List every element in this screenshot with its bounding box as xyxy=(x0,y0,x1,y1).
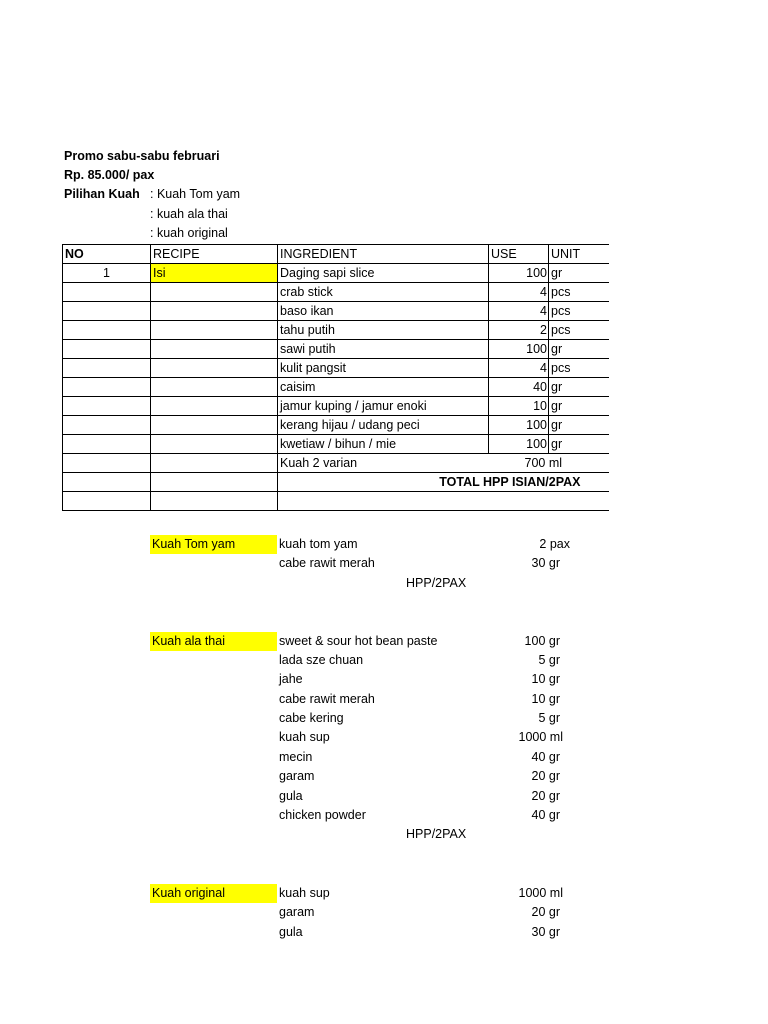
empty-cell xyxy=(63,302,151,321)
table-row xyxy=(63,435,609,454)
list-item: cabe kering xyxy=(279,711,344,725)
list-item: garam xyxy=(279,905,315,919)
table-row xyxy=(63,492,609,511)
ingredient-cell: jamur kuping / jamur enoki xyxy=(278,397,489,416)
empty-cell xyxy=(63,321,151,340)
empty-cell xyxy=(151,321,278,340)
unit-cell: gr xyxy=(549,264,609,283)
table-row xyxy=(63,454,609,473)
use-cell: 40 xyxy=(489,378,549,397)
ingredient-cell: baso ikan xyxy=(278,302,489,321)
list-item: mecin xyxy=(279,750,313,764)
table-row xyxy=(63,416,609,435)
empty-cell xyxy=(151,283,278,302)
list-item-amount: 1000 ml xyxy=(518,886,563,900)
ingredient-cell: kerang hijau / udang peci xyxy=(278,416,489,435)
list-item-amount: 20 gr xyxy=(531,769,560,783)
empty-cell xyxy=(151,473,278,492)
list-item: chicken powder xyxy=(279,808,366,822)
use-cell: 100 xyxy=(489,416,549,435)
empty-cell xyxy=(63,454,151,473)
empty-cell xyxy=(151,397,278,416)
empty-cell xyxy=(278,492,609,511)
list-item-amount: 20 gr xyxy=(531,789,560,803)
use-cell: 100 xyxy=(489,340,549,359)
empty-cell xyxy=(151,416,278,435)
list-item-amount: 40 gr xyxy=(531,808,560,822)
list-item: jahe xyxy=(279,672,303,686)
empty-cell xyxy=(151,492,278,511)
empty-cell xyxy=(151,435,278,454)
list-item-amount: 10 gr xyxy=(531,672,560,686)
ingredient-cell: Kuah 2 varian xyxy=(278,454,489,473)
total-hpp-label: TOTAL HPP ISIAN/2PAX xyxy=(278,473,609,492)
empty-cell xyxy=(151,340,278,359)
use-cell: 700 ml xyxy=(489,454,609,473)
unit-cell: gr xyxy=(549,378,609,397)
empty-cell xyxy=(63,283,151,302)
use-cell: 4 xyxy=(489,359,549,378)
table-row xyxy=(63,283,609,302)
list-item: sweet & sour hot bean paste xyxy=(279,634,438,648)
empty-cell xyxy=(151,454,278,473)
list-item: kuah sup xyxy=(279,730,330,744)
unit-cell: gr xyxy=(549,435,609,454)
list-item-amount: 5 gr xyxy=(538,711,560,725)
unit-cell: pcs xyxy=(549,359,609,378)
ingredient-cell: kulit pangsit xyxy=(278,359,489,378)
unit-cell: pcs xyxy=(549,283,609,302)
list-item-amount: 1000 ml xyxy=(518,730,563,744)
hpp-label: HPP/2PAX xyxy=(406,827,467,841)
list-item: cabe rawit merah xyxy=(279,692,375,706)
kuah-option-1: : Kuah Tom yam xyxy=(150,187,241,201)
col-header-recipe: RECIPE xyxy=(151,245,278,264)
row-recipe: Isi xyxy=(151,264,278,283)
unit-cell: gr xyxy=(549,397,609,416)
table-header-row xyxy=(63,245,609,264)
col-header-ingredient: INGREDIENT xyxy=(278,245,489,264)
list-item-amount: 40 gr xyxy=(531,750,560,764)
unit-cell: gr xyxy=(549,416,609,435)
hpp-label: HPP/2PAX xyxy=(406,576,467,590)
table-row xyxy=(63,359,609,378)
row-no: 1 xyxy=(63,264,151,283)
section-title-original: Kuah original xyxy=(152,886,225,900)
promo-title: Promo sabu-sabu februari xyxy=(64,149,220,163)
col-header-unit: UNIT xyxy=(549,245,609,264)
list-item-amount: 2 pax xyxy=(539,537,570,551)
list-item-amount: 20 gr xyxy=(531,905,560,919)
empty-cell xyxy=(151,302,278,321)
col-header-use: USE xyxy=(489,245,549,264)
use-cell: 100 xyxy=(489,264,549,283)
empty-cell xyxy=(63,340,151,359)
use-cell: 100 xyxy=(489,435,549,454)
list-item: cabe rawit merah xyxy=(279,556,375,570)
ingredient-cell: caisim xyxy=(278,378,489,397)
use-cell: 2 xyxy=(489,321,549,340)
table-row xyxy=(63,378,609,397)
col-header-no: NO xyxy=(63,245,151,264)
unit-cell: pcs xyxy=(549,321,609,340)
kuah-option-3: : kuah original xyxy=(150,226,228,240)
list-item: kuah sup xyxy=(279,886,330,900)
use-cell: 4 xyxy=(489,283,549,302)
list-item: gula xyxy=(279,789,303,803)
ingredient-cell: Daging sapi slice xyxy=(278,264,489,283)
promo-price: Rp. 85.000/ pax xyxy=(64,168,155,182)
table-row xyxy=(63,340,609,359)
empty-cell xyxy=(63,416,151,435)
use-cell: 10 xyxy=(489,397,549,416)
empty-cell xyxy=(151,378,278,397)
list-item-amount: 30 gr xyxy=(531,925,560,939)
ingredient-cell: crab stick xyxy=(278,283,489,302)
list-item: gula xyxy=(279,925,303,939)
empty-cell xyxy=(63,378,151,397)
empty-cell xyxy=(63,492,151,511)
section-title-tomyam: Kuah Tom yam xyxy=(152,537,236,551)
list-item-amount: 30 gr xyxy=(531,556,560,570)
section-title-ala-thai: Kuah ala thai xyxy=(152,634,225,648)
use-cell: 4 xyxy=(489,302,549,321)
table-row xyxy=(63,321,609,340)
table-row xyxy=(63,264,609,283)
table-row xyxy=(63,397,609,416)
ingredient-cell: tahu putih xyxy=(278,321,489,340)
ingredient-cell: kwetiaw / bihun / mie xyxy=(278,435,489,454)
empty-cell xyxy=(63,397,151,416)
kuah-label: Pilihan Kuah xyxy=(64,187,140,201)
empty-cell xyxy=(63,473,151,492)
unit-cell: gr xyxy=(549,340,609,359)
ingredient-cell: sawi putih xyxy=(278,340,489,359)
empty-cell xyxy=(63,359,151,378)
unit-cell: pcs xyxy=(549,302,609,321)
list-item-amount: 100 gr xyxy=(524,634,560,648)
kuah-option-2: : kuah ala thai xyxy=(150,207,228,221)
list-item-amount: 10 gr xyxy=(531,692,560,706)
table-row xyxy=(63,302,609,321)
empty-cell xyxy=(63,435,151,454)
empty-cell xyxy=(151,359,278,378)
total-row xyxy=(63,473,609,492)
list-item-amount: 5 gr xyxy=(538,653,560,667)
list-item: garam xyxy=(279,769,315,783)
list-item: lada sze chuan xyxy=(279,653,364,667)
ingredient-table xyxy=(62,244,609,511)
list-item: kuah tom yam xyxy=(279,537,358,551)
